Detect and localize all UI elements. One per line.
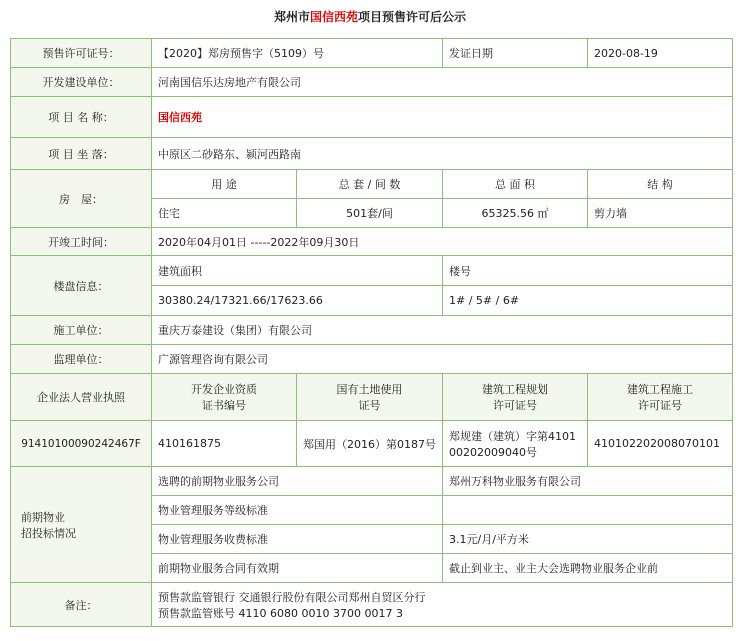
house-header-units: 总 套 / 间 数	[297, 170, 443, 199]
table-row	[11, 467, 733, 496]
building-area-value: 30380.24/17321.66/17623.66	[152, 286, 443, 316]
property-row-name: 选聘的前期物业服务公司	[152, 467, 443, 496]
building-label: 楼盘信息：	[11, 256, 152, 316]
business-license-number: 91410100090242467F	[11, 421, 152, 467]
title-suffix: 项目预售许可后公示	[358, 10, 467, 24]
qualification-number: 410161875	[152, 421, 297, 467]
property-row-value: 3.1元/月/平方米	[443, 525, 733, 554]
house-label: 房 屋：	[11, 170, 152, 228]
property-row-name: 物业管理服务等级标准	[152, 496, 443, 525]
title-prefix: 郑州市	[273, 10, 310, 24]
permit-label: 预售许可证号：	[11, 39, 152, 68]
developer-label: 开发建设单位：	[11, 68, 152, 97]
table-row	[11, 316, 733, 345]
property-label: 前期物业 招投标情况	[11, 467, 152, 583]
license-header-planning: 建筑工程规划 许可证号	[443, 374, 588, 421]
house-usage-value: 住宅	[152, 199, 297, 228]
table-row	[11, 256, 733, 286]
land-use-number: 郑国用（2016）第0187号	[297, 421, 443, 467]
construction-label: 施工单位：	[11, 316, 152, 345]
remark-value	[152, 583, 733, 627]
period-label: 开竣工时间：	[11, 228, 152, 256]
publicity-table	[10, 38, 733, 627]
supervision-value: 广源管理咨询有限公司	[152, 345, 733, 374]
issue-date-value: 2020-08-19	[588, 39, 733, 68]
construction-permit-number: 410102202008070101	[588, 421, 733, 467]
period-value: 2020年04月01日 -----2022年09月30日	[152, 228, 733, 256]
supervision-label: 监理单位：	[11, 345, 152, 374]
property-row-name: 物业管理服务收费标准	[152, 525, 443, 554]
building-number-value: 1# / 5# / 6#	[443, 286, 733, 316]
house-header-usage: 用 途	[152, 170, 297, 199]
project-name-value: 国信西苑	[152, 97, 733, 138]
house-units-value: 501套/间	[297, 199, 443, 228]
location-label: 项 目 坐 落：	[11, 138, 152, 170]
house-structure-value: 剪力墙	[588, 199, 733, 228]
table-row	[11, 97, 733, 138]
property-row-value	[443, 496, 733, 525]
license-header-construction: 建筑工程施工 许可证号	[588, 374, 733, 421]
table-row	[11, 583, 733, 627]
table-row	[11, 228, 733, 256]
permit-value: 【2020】郑房预售字（5109）号	[152, 39, 443, 68]
table-row	[11, 345, 733, 374]
license-label: 企业法人营业执照	[11, 374, 152, 421]
house-header-structure: 结 构	[588, 170, 733, 199]
table-row	[11, 138, 733, 170]
table-row	[11, 170, 733, 199]
license-header-land: 国有土地使用 证号	[297, 374, 443, 421]
table-row	[11, 68, 733, 97]
issue-date-label: 发证日期	[443, 39, 588, 68]
building-area-header: 建筑面积	[152, 256, 443, 286]
property-row-value: 截止到业主、业主大会选聘物业服务企业前	[443, 554, 733, 583]
planning-permit-number: 郑规建（建筑）字第410100202009040号	[443, 421, 588, 467]
license-header-qualification: 开发企业资质 证书编号	[152, 374, 297, 421]
house-area-value: 65325.56 ㎡	[443, 199, 588, 228]
construction-value: 重庆万泰建设（集团）有限公司	[152, 316, 733, 345]
location-value: 中原区二砂路东、颍河西路南	[152, 138, 733, 170]
remark-account: 预售款监管账号 4110 6080 0010 3700 0017 3	[158, 606, 403, 620]
remark-bank: 预售款监管银行 交通银行股份有限公司郑州自贸区分行	[158, 590, 426, 604]
table-row	[11, 374, 733, 421]
property-row-value: 郑州万科物业服务有限公司	[443, 467, 733, 496]
remark-label: 备注：	[11, 583, 152, 627]
building-number-header: 楼号	[443, 256, 733, 286]
project-name-label: 项 目 名 称：	[11, 97, 152, 138]
table-row	[11, 39, 733, 68]
title-project-name: 国信西苑	[309, 10, 358, 24]
page-title	[0, 0, 740, 34]
house-header-area: 总 面 积	[443, 170, 588, 199]
table-row	[11, 421, 733, 467]
developer-value: 河南国信乐达房地产有限公司	[152, 68, 733, 97]
property-row-name: 前期物业服务合同有效期	[152, 554, 443, 583]
